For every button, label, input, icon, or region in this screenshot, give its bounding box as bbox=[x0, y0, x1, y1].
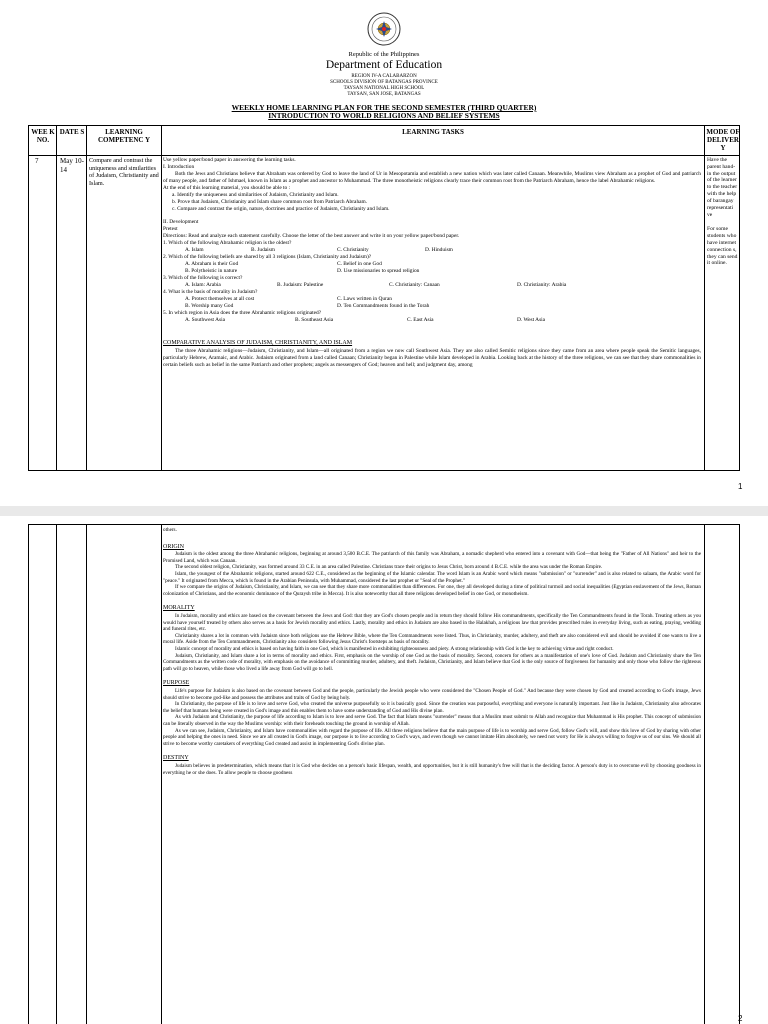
origin-paragraph-3: Islam, the youngest of the Abrahamic religions, started around 622 C.E., considered as the beginning of the Islamic calendar. The word Islam is an Arabic word which means "submission" or "surrender" and is also related to salaam, the Arabic word for "peace." It originated from Mecca, which is found in the Arabian Peninsula, with Muhammad, considered the last prophet or "Seal of the Prophet." bbox=[163, 571, 701, 584]
learning-plan-table bbox=[28, 125, 740, 471]
purpose-paragraph-2: In Christianity, the purpose of life is to love and serve God, who created the universe purposefully so it is basically good. Since the creation was purposeful, everything and everyone is naturally important. Just like in Judaism, Christianity also advocates the belief that humans being were created in God's image and this enables them to have some understanding of God and His divine plan. bbox=[163, 701, 701, 714]
mode-delivery-text bbox=[707, 157, 739, 267]
q5-option-c: C. East Asia bbox=[407, 317, 434, 324]
origin-paragraph-4: If we compare the origins of Judaism, Christianity, and Islam, we can see that they share more commonalities than differences. For one, they all developed during a time of political turmoil and social inequalities (Egyptian enslavement of the Jews, Roman colonization of Christians, and the economic dominance of the Quraysh tribe in Mecca). It is also noteworthy that all three religions developed belief in one God, or monotheism. bbox=[163, 584, 701, 597]
morality-paragraph-4: Judaism, Christianity, and Islam share a lot in terms of morality and ethics. First, emphasis on the worship of one God as the basis of morality. Second, concern for others as a manifestation of one's love of God. Judaism and Christianity share the Ten Commandments as the written code of morality, with emphasis on the avoidance of committing murder, adultery, and theft. Judaism, Christianity, and Islam believe that God is the only source of forgiveness for humanity and only those who follow the righteous path will go to heaven, while those who lived a life away from God will go to hell. bbox=[163, 652, 701, 672]
task-instruction: Use yellow paper/bond paper in answering the learning tasks. bbox=[163, 157, 296, 163]
subject-title: INTRODUCTION TO WORLD RELIGIONS AND BELIEF SYSTEMS bbox=[268, 111, 500, 120]
section-introduction: I. Introduction bbox=[163, 164, 195, 171]
department-name: Department of Education bbox=[325, 59, 443, 71]
q2-option-c: C. Belief in one God bbox=[337, 261, 382, 268]
week-number: 7 bbox=[35, 157, 39, 165]
header-competency: LEARNING COMPETENC Y bbox=[97, 128, 151, 145]
q3-option-a: A. Islam: Arabia bbox=[185, 282, 221, 289]
origin-paragraph-2: The second oldest religion, Christianity, was formed around 33 C.E. in an area called Palestine. Christians trace their origins to Jesus Christ, born around 4 B.C.E. while the area was under the Roman Empire. bbox=[175, 564, 603, 571]
q3-option-d: D. Christianity: Arabia bbox=[517, 282, 567, 289]
competency-text: Compare and contrast the uniqueness and similarities of Judaism, Christianity and Islam. bbox=[89, 157, 159, 187]
objectives-lead: At the end of this learning material, you should be able to : bbox=[163, 185, 291, 192]
document-page-1 bbox=[0, 0, 768, 506]
division-line: SCHOOLS DIVISION OF BATANGAS PROVINCE bbox=[330, 80, 438, 85]
pretest-label: Pretest bbox=[163, 226, 178, 233]
comparative-analysis-text: The three Abrahamic religions—Judaism, Christianity, and Islam—all originated from a region we now call Southwest Asia. They are also called Semitic religions since they came from an area where people speak the Semitic languages, particularly Hebrew, Aramaic, and Arabic. Judaism originated from a land called Canaan; Christianity began in Palestine while Islam developed in Arabia. Looking back at the history of the three religions, we can see that they share commonalities in certain beliefs such as belief in the same Patriarch and other prophets; angels as messengers of God; heaven and hell; and judgment day, among bbox=[163, 348, 701, 369]
question-4: 4. What is the basis of morality in Judaism? bbox=[163, 289, 258, 296]
region-line: REGION IV-A CALABARZON bbox=[351, 74, 417, 79]
plan-title: WEEKLY HOME LEARNING PLAN FOR THE SECOND SEMESTER (THIRD QUARTER) bbox=[231, 103, 537, 112]
address-line: TAYSAN, SAN JOSE, BATANGAS bbox=[347, 92, 421, 97]
q1-option-c: C. Christianity bbox=[337, 247, 369, 254]
republic-line: Republic of the Philippines bbox=[348, 51, 420, 58]
q5-option-d: D. West Asia bbox=[517, 317, 546, 324]
morality-paragraph-1: In Judaism, morality and ethics are based on the covenant between the Jews and God: that they are God's chosen people and in return they should follow His commandments, specifically the Ten Commandments found in the Torah. Treating others as you would have yourself treated by others also serves as a basis for Jewish morality and ethics. Lastly, morality and ethics in Judaism are also based in the Halakhah, a religious law that provides prescribed rules in everyday living, such as eating, praying, wedding and funeral rites, etc. bbox=[163, 613, 701, 633]
learning-tasks-page1 bbox=[163, 157, 701, 369]
morality-paragraph-2: Christianity shares a lot in common with Judaism since both religions use the Hebrew Bible, where the Ten Commandments were listed. Thus, in Christianity, murder, adultery, and theft are also considered evil and should be avoided if one wants to live a moral life. Aside from the Ten Commandments, Christianity also considers following Jesus Christ's footsteps as basis of morality. bbox=[163, 632, 701, 646]
q3-option-c: C. Christianity: Canaan bbox=[389, 282, 440, 289]
question-2: 2. Which of the following beliefs are shared by all 3 religions (Islam, Christianity and Judaism)? bbox=[163, 254, 372, 261]
q5-option-b: B. Southeast Asia bbox=[295, 317, 334, 324]
page-number-1: 1 bbox=[738, 482, 743, 491]
purpose-paragraph-3: As with Judaism and Christianity, the purpose of life according to Islam is to love and serve God. The fact that Islam means "surrender" means that a Muslim must submit to Allah and recognize that Muhammad is His prophet. This concept of submission can be literally observed in the way the Muslims worship: with their foreheads touching the ground in worship of Allah. bbox=[163, 714, 701, 728]
header-dates: DATE S bbox=[59, 128, 85, 136]
page-number-2: 2 bbox=[738, 1014, 743, 1023]
origin-title: ORIGIN bbox=[163, 543, 184, 550]
q2-option-b: B. Polytheistic in nature bbox=[185, 268, 238, 275]
q4-option-c: C. Laws written in Quran bbox=[337, 296, 392, 303]
dates-value: May 10-14 bbox=[60, 157, 84, 174]
q3-option-b: B. Judaism: Palestine bbox=[277, 282, 324, 289]
q2-option-a: A. Abraham is their God bbox=[185, 261, 239, 268]
comparative-analysis-title: COMPARATIVE ANALYSIS OF JUDAISM, CHRISTIANITY, AND ISLAM bbox=[163, 340, 353, 347]
pretest-directions: Directions: Read and analyze each statement carefully. Choose the letter of the best answer and write it on your yellow paper/bond paper. bbox=[163, 233, 460, 240]
mode-delivery-parent: Have the parent hand-in the output of the learner to the teacher with the help of barangay representati ve bbox=[707, 157, 738, 218]
objective-a: a. Identify the uniqueness and similarities of Judaism, Christianity and Islam. bbox=[172, 192, 339, 199]
deped-seal-icon bbox=[367, 12, 401, 46]
learning-plan-table-continued bbox=[28, 524, 743, 1024]
introduction-text: Both the Jews and Christians believe that Abraham was ordered by God to leave the land of Ur in Mesopotamia and establish a new nation which was later called Canaan. Meanwhile, Muslims view Abraham as a prophet of God and patriarch of many people, and father of Ishmael, known in Islam as a prophet and ancestor to Muhammad. The three monotheistic religions clearly trace their common root from the Patriarch Abraham, hence the label Abrahamic religions. bbox=[163, 171, 701, 185]
continued-text: others. bbox=[163, 527, 177, 533]
q1-option-a: A. Islam bbox=[185, 247, 204, 254]
school-line: TAYSAN NATIONAL HIGH SCHOOL bbox=[343, 86, 425, 91]
header-mode: MODE OF DELIVER Y bbox=[706, 128, 740, 153]
q4-option-b: B. Worship many God bbox=[185, 303, 234, 310]
learning-tasks-page2 bbox=[163, 527, 701, 776]
morality-paragraph-3: Islamic concept of morality and ethics is based on having faith in one God, which is manifested in exhibiting righteousness and piety. A strong relationship with God is the key to achieving virtue and right conduct. bbox=[175, 646, 614, 653]
morality-title: MORALITY bbox=[163, 605, 195, 612]
q2-option-d: D. Use missionaries to spread religion bbox=[337, 268, 420, 275]
question-3: 3. Which of the following is correct? bbox=[163, 275, 243, 282]
purpose-paragraph-4: As we can see, Judaism, Christianity, and Islam have commonalities with regard the purpose of life. All three religions believe that the main purpose of life is to worship and serve God, follow God's will, and show this love of God by sharing with other people and helping the ones in need. Since we are all created in God's image, our purpose is to live according to God's ways, and even though we cannot imitate Him absolutely, we need not worry for He is always willing to forgive us of our sins. We should all strive to become worthy caretakers of everything God created and assist in implementing God's divine plan. bbox=[163, 727, 701, 747]
objective-c: c. Compare and contrast the origin, nature, doctrines and practice of Judaism, Christianity and Islam. bbox=[172, 206, 390, 213]
section-development: II. Development bbox=[163, 219, 199, 226]
objective-b: b. Prove that Judaism, Christianity and Islam share common root from Patriarch Abraham. bbox=[172, 199, 368, 206]
purpose-title: PURPOSE bbox=[163, 680, 190, 687]
purpose-paragraph-1: Life's purpose for Judaism is also based on the covenant between God and the people, particularly the Jewish people who were considered the "Chosen People of God." And because they were chosen by God and created according to God's image, Jews should strive to become god-like and possess the attributes and traits of God by being holy. bbox=[163, 688, 701, 701]
destiny-title: DESTINY bbox=[163, 755, 189, 762]
question-1: 1. Which of the following Abrahamic religion is the oldest? bbox=[163, 240, 292, 247]
question-5: 5. In which region in Asia does the three Abrahamic religions originated? bbox=[163, 310, 322, 317]
q1-option-b: B. Judaism bbox=[251, 247, 275, 254]
q1-option-d: D. Hinduism bbox=[425, 247, 453, 254]
q4-option-a: A. Protect themselves at all cost bbox=[185, 296, 255, 303]
q4-option-d: D. Ten Commandments found in the Torah bbox=[337, 303, 430, 310]
mode-delivery-online: For some students who have internet connection s, they can send it online. bbox=[707, 226, 738, 267]
q5-option-a: A. Southwest Asia bbox=[185, 317, 225, 324]
origin-paragraph-1: Judaism is the oldest among the three Abrahamic religions, beginning at around 3,500 B.C.E. The patriarch of this family was Abraham, a nomadic shepherd who entered into a covenant with God—that being the "Father of All Nations" and heir to the Promised Land, which was Canaan. bbox=[163, 551, 701, 564]
header-tasks: LEARNING TASKS bbox=[402, 128, 464, 136]
header-week: WEE K NO. bbox=[31, 128, 55, 145]
document-page-2 bbox=[0, 516, 768, 1024]
destiny-paragraph-1: Judaism believes in predetermination, which means that it is God who decides on a person's basic lifespan, wealth, and opportunities, but it is still humanity's free will that is the deciding factor. A person's duty is to overcome evil by choosing goodness in everything he or she does. To allow people to choose goodness bbox=[163, 763, 701, 776]
